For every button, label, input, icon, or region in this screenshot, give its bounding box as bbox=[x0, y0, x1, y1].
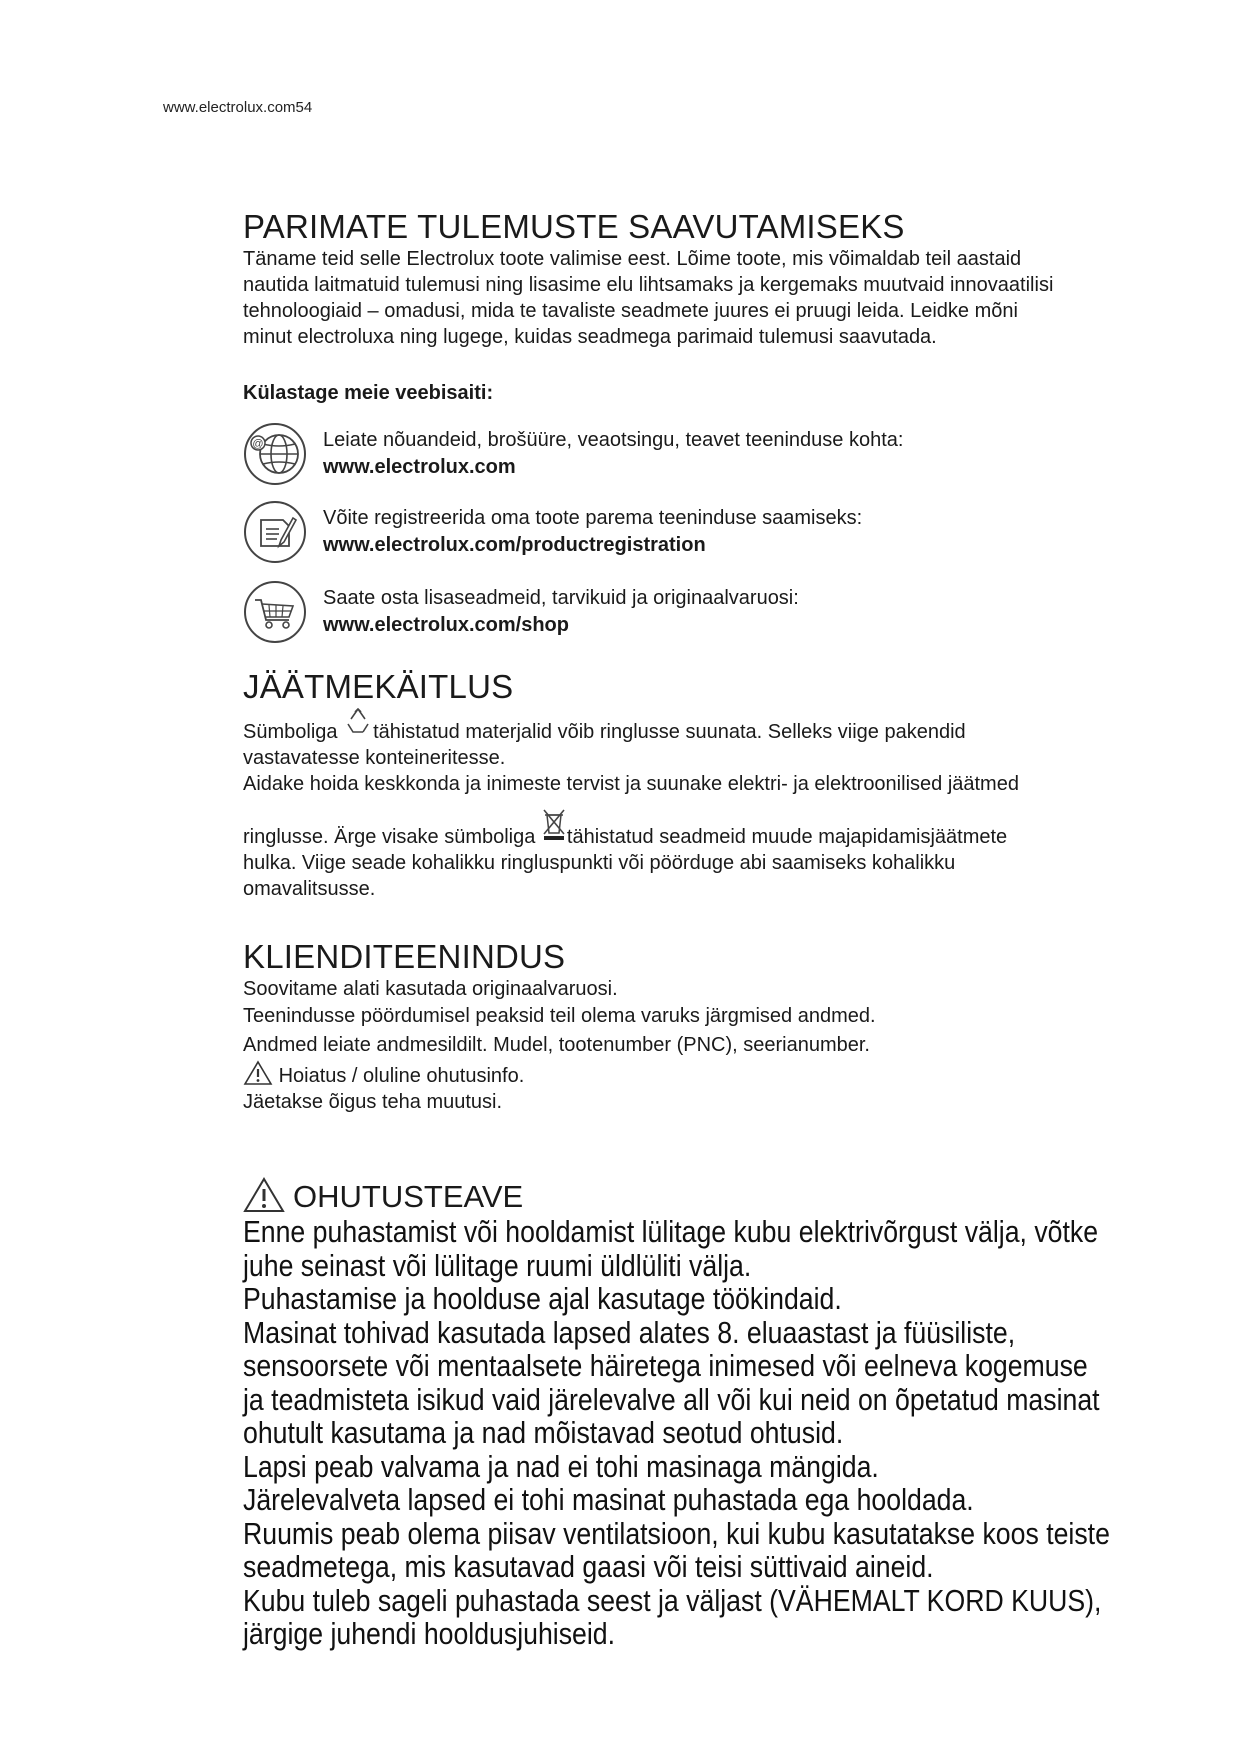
intro-line: tehnoloogiaid – omadusi, mida te tavaliste seadmete juures ei pruugi leida. Leidke mõni bbox=[243, 300, 1018, 322]
safety-line: juhe seinast või lülitage ruumi üldlüliti välja. bbox=[243, 1247, 752, 1283]
registration-icon bbox=[243, 500, 307, 564]
intro-line: Täname teid selle Electrolux toote valimise eest. Lõime toote, mis võimaldab teil aastaid bbox=[243, 248, 1022, 270]
warning-icon bbox=[243, 1060, 273, 1086]
safety-line: ja teadmisteta isikud vaid järelevalve all või kui neid on õpetatud masinat bbox=[243, 1381, 1100, 1417]
waste-title: JÄÄTMEKÄITLUS bbox=[243, 668, 514, 705]
service-section bbox=[243, 938, 1163, 1115]
safety-title-row bbox=[243, 1177, 1163, 1215]
safety-title: OHUTUSTEAVE bbox=[293, 1179, 524, 1214]
shopping-cart-icon bbox=[243, 580, 307, 644]
safety-line: Masinat tohivad kasutada lapsed alates 8. eluaastast ja füüsiliste, bbox=[243, 1314, 1016, 1350]
safety-line: ohutult kasutama ja nad mõistavad seotud ohtusid. bbox=[243, 1415, 844, 1450]
intro-title: PARIMATE TULEMUSTE SAAVUTAMISEKS bbox=[243, 208, 905, 245]
warning-icon bbox=[243, 1177, 285, 1213]
page-number: 54 bbox=[295, 99, 313, 116]
visit-title: Külastage meie veebisaiti: bbox=[243, 382, 494, 404]
document-page bbox=[243, 208, 1163, 1651]
waste-line bbox=[243, 807, 1163, 850]
safety-line: Enne puhastamist või hooldamist lülitage kubu elektrivõrgust välja, võtke bbox=[243, 1214, 1099, 1249]
waste-section bbox=[243, 668, 1163, 902]
shop-text: Saate osta lisaseadmeid, tarvikuid ja originaalvaruosi: bbox=[323, 587, 799, 609]
intro-line: nautida laitmatuid tulemusi ning lisasime elu lihtsamaks ja kergemaks muutvaid innovaatilisi bbox=[243, 274, 1054, 296]
support-text: Leiate nõuandeid, brošüüre, veaotsingu, teavet teeninduse kohta: bbox=[323, 429, 904, 451]
svg-text:@: @ bbox=[252, 438, 264, 450]
safety-section bbox=[243, 1177, 1163, 1651]
website-row-registration bbox=[243, 498, 1163, 566]
safety-line: järgige juhendi hooldusjuhiseid. bbox=[243, 1616, 616, 1651]
waste-line: vastavatesse konteineritesse. bbox=[243, 747, 506, 769]
safety-line: sensoorsete või mentaalsete häiretega inimesed või eelneva kogemuse bbox=[243, 1348, 1088, 1383]
safety-line: Puhastamise ja hoolduse ajal kasutage töökindaid. bbox=[243, 1281, 842, 1316]
support-link[interactable]: www.electrolux.com bbox=[323, 456, 516, 478]
safety-line: Lapsi peab valvama ja nad ei tohi masinaga mängida. bbox=[243, 1448, 879, 1484]
safety-line: seadmetega, mis kasutavad gaasi või teisi süttivaid aineid. bbox=[243, 1549, 934, 1584]
header-site: www.electrolux.com bbox=[163, 99, 296, 116]
intro-line: minut electroluxa ning lugege, kuidas seadmega parimaid tulemusi saavutada. bbox=[243, 326, 937, 348]
waste-line bbox=[243, 706, 1163, 745]
registration-link[interactable]: www.electrolux.com/productregistration bbox=[323, 534, 706, 556]
service-warning-line bbox=[243, 1060, 1163, 1089]
service-line: Andmed leiate andmesildilt. Mudel, tootenumber (PNC), seerianumber. bbox=[243, 1034, 870, 1056]
service-title: KLIENDITEENINDUS bbox=[243, 938, 566, 975]
waste-line: hulka. Viige seade kohalikku ringluspunkti või pöörduge abi saamiseks kohalikku bbox=[243, 852, 956, 874]
waste-line1-end: tähistatud materjalid võib ringlusse suunata. Selleks viige pakendid bbox=[373, 721, 966, 743]
waste-line: omavalitsusse. bbox=[243, 878, 376, 900]
page-header bbox=[163, 99, 312, 116]
waste-line: Aidake hoida keskkonda ja inimeste tervist ja suunake elektri- ja elektroonilised jäätmed bbox=[243, 773, 1019, 795]
intro-section bbox=[243, 208, 1163, 350]
safety-line: Ruumis peab olema piisav ventilatsioon, kui kubu kasutatakse koos teiste bbox=[243, 1515, 1110, 1551]
service-line: Soovitame alati kasutada originaalvaruosi. bbox=[243, 978, 618, 1000]
waste-line4-start: ringlusse. Ärge visake sümboliga bbox=[243, 826, 541, 848]
service-line: Jäetakse õigus teha muutusi. bbox=[243, 1091, 503, 1113]
service-line: Teenindusse pöördumisel peaksid teil olema varuks järgmised andmed. bbox=[243, 1005, 876, 1027]
registration-text: Võite registreerida oma toote parema teeninduse saamiseks: bbox=[323, 507, 863, 529]
website-row-shop bbox=[243, 578, 1163, 646]
website-row-support bbox=[243, 420, 1163, 488]
crossed-bin-icon bbox=[541, 807, 567, 841]
waste-line4-end: tähistatud seadmeid muude majapidamisjäätmete bbox=[566, 826, 1008, 848]
safety-body bbox=[243, 1215, 1163, 1651]
globe-icon bbox=[243, 422, 307, 486]
shop-link[interactable]: www.electrolux.com/shop bbox=[323, 614, 569, 636]
safety-line: Järelevalveta lapsed ei tohi masinat puhastada ega hooldada. bbox=[243, 1482, 974, 1517]
waste-line1-start: Sümboliga bbox=[243, 721, 344, 743]
recycle-icon bbox=[343, 706, 373, 736]
warning-text: Hoiatus / oluline ohutusinfo. bbox=[278, 1065, 525, 1087]
safety-line: Kubu tuleb sageli puhastada seest ja väljast (VÄHEMALT KORD KUUS), bbox=[243, 1582, 1102, 1618]
